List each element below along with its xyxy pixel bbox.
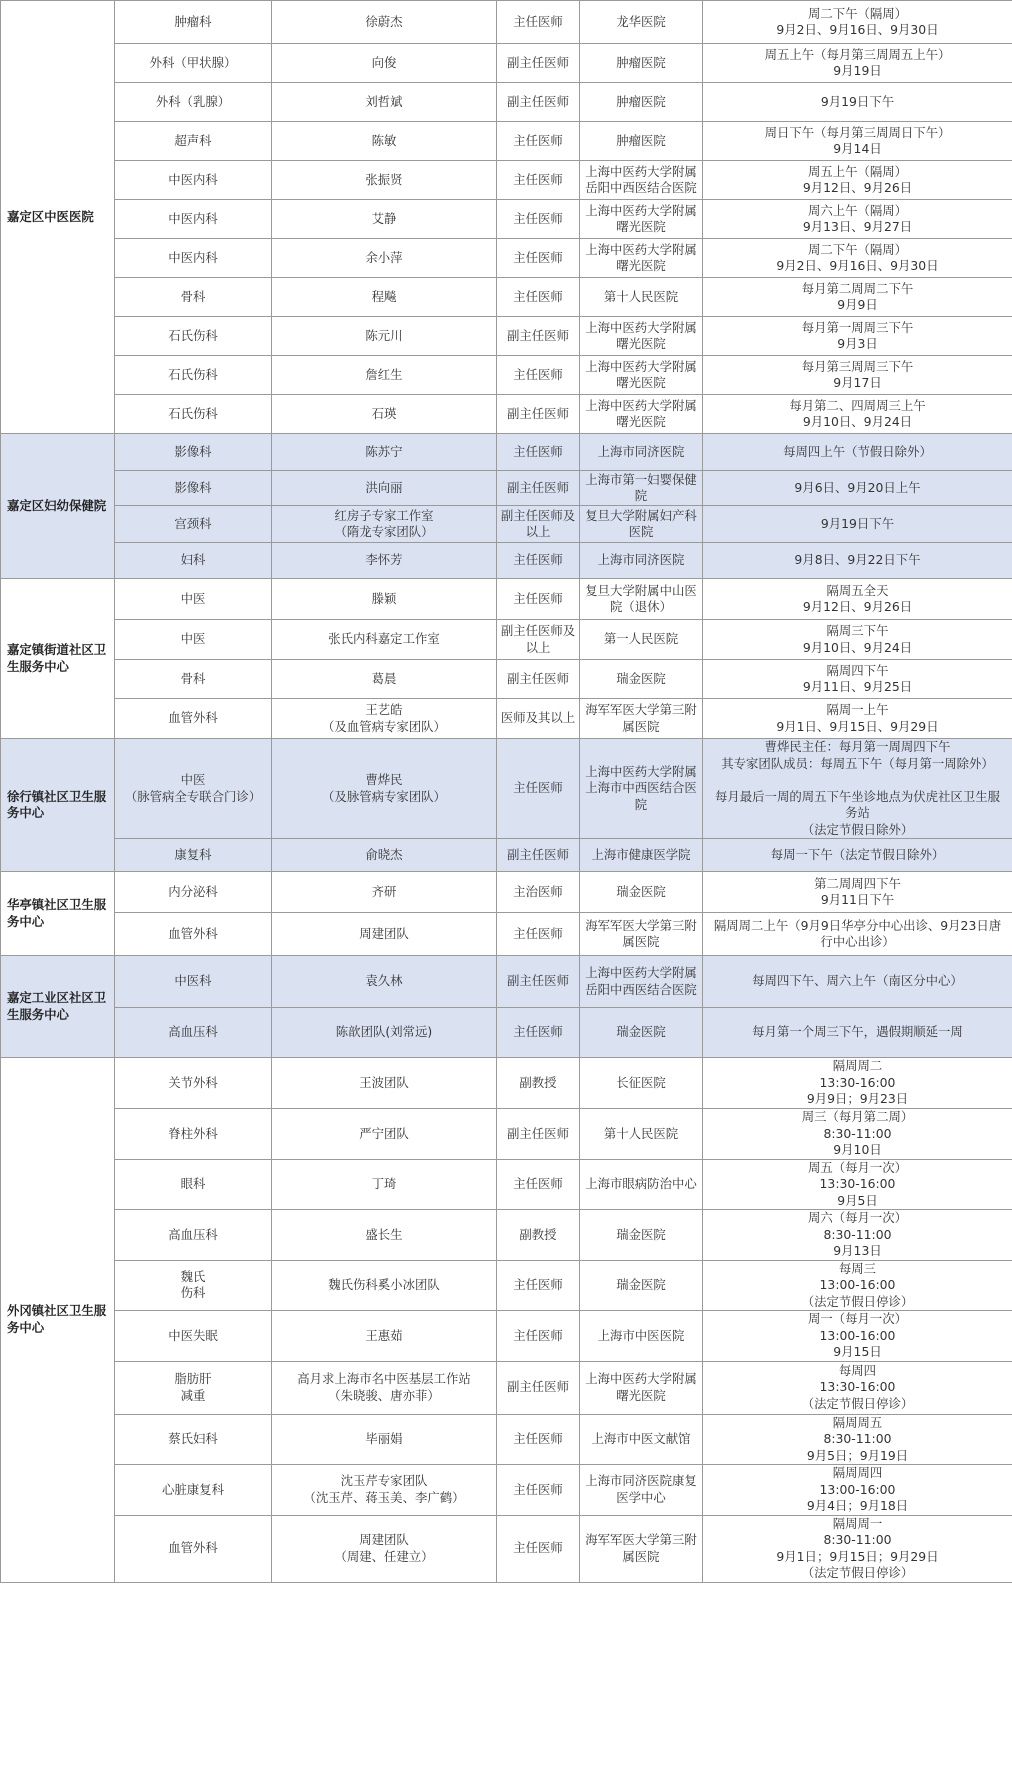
table-row [1, 506, 1012, 543]
doctor-cell: 李怀芳 [272, 543, 497, 579]
hospital-cell: 第十人民医院 [580, 278, 703, 317]
title-cell: 主任医师 [497, 122, 580, 161]
title-cell: 主任医师 [497, 579, 580, 620]
doctor-cell: 盛长生 [272, 1210, 497, 1261]
doctor-cell: 魏氏伤科奚小冰团队 [272, 1260, 497, 1311]
doctor-cell: 周建团队 [272, 913, 497, 956]
doctor-cell: 红房子专家工作室 （隋龙专家团队） [272, 506, 497, 543]
hospital-cell: 龙华医院 [580, 1, 703, 44]
doctor-cell: 洪向丽 [272, 471, 497, 506]
doctor-cell: 陈敏 [272, 122, 497, 161]
hospital-cell: 上海市第一妇婴保健 院 [580, 471, 703, 506]
title-cell: 主任医师 [497, 1465, 580, 1516]
hospital-cell: 瑞金医院 [580, 1210, 703, 1261]
institution-cell: 嘉定镇街道社区卫 生服务中心 [1, 579, 115, 739]
table-row [1, 620, 1012, 660]
table-row [1, 200, 1012, 239]
hospital-cell: 上海中医药大学附属 岳阳中西医结合医院 [580, 161, 703, 200]
title-cell: 副主任医师及 以上 [497, 506, 580, 543]
doctor-cell: 滕颖 [272, 579, 497, 620]
schedule-cell: 9月19日下午 [703, 83, 1012, 122]
table-row [1, 739, 1012, 839]
hospital-cell: 上海市同济医院 [580, 543, 703, 579]
schedule-cell: 每周四 13:30-16:00 （法定节假日停诊） [703, 1361, 1012, 1414]
title-cell: 主任医师 [497, 543, 580, 579]
title-cell: 主任医师 [497, 200, 580, 239]
schedule-cell: 每月第三周周三下午 9月17日 [703, 356, 1012, 395]
table-row [1, 434, 1012, 471]
schedule-cell: 隔周周五 8:30-11:00 9月5日；9月19日 [703, 1414, 1012, 1465]
table-row [1, 239, 1012, 278]
title-cell: 主任医师 [497, 278, 580, 317]
schedule-cell: 隔周一上午 9月1日、9月15日、9月29日 [703, 699, 1012, 739]
hospital-cell: 上海中医药大学附属 曙光医院 [580, 200, 703, 239]
hospital-cell: 上海市中医医院 [580, 1311, 703, 1362]
hospital-cell: 海军军医大学第三附 属医院 [580, 699, 703, 739]
doctor-cell: 艾静 [272, 200, 497, 239]
title-cell: 主任医师 [497, 913, 580, 956]
table-row [1, 161, 1012, 200]
hospital-cell: 肿瘤医院 [580, 83, 703, 122]
hospital-cell: 海军军医大学第三附 属医院 [580, 1515, 703, 1582]
doctor-cell: 袁久林 [272, 956, 497, 1008]
dept-cell: 肿瘤科 [115, 1, 272, 44]
table-row [1, 1, 1012, 44]
dept-cell: 血管外科 [115, 913, 272, 956]
dept-cell: 中医内科 [115, 161, 272, 200]
schedule-cell: 每月第一个周三下午，遇假期顺延一周 [703, 1008, 1012, 1058]
schedule-cell: 周三（每月第二周） 8:30-11:00 9月10日 [703, 1109, 1012, 1160]
dept-cell: 中医内科 [115, 239, 272, 278]
table-row [1, 660, 1012, 699]
institution-cell: 外冈镇社区卫生服 务中心 [1, 1058, 115, 1583]
schedule-cell: 周五（每月一次） 13:30-16:00 9月5日 [703, 1159, 1012, 1210]
dept-cell: 心脏康复科 [115, 1465, 272, 1516]
schedule-cell: 每周四上午（节假日除外） [703, 434, 1012, 471]
doctor-cell: 王艺皓 （及血管病专家团队） [272, 699, 497, 739]
table-row [1, 1159, 1012, 1210]
table-row [1, 471, 1012, 506]
institution-cell: 嘉定工业区社区卫 生服务中心 [1, 956, 115, 1058]
schedule-cell: 周五上午（每月第三周周五上午） 9月19日 [703, 44, 1012, 83]
schedule-cell: 每周三 13:00-16:00 （法定节假日停诊） [703, 1260, 1012, 1311]
table-row [1, 1210, 1012, 1261]
doctor-cell: 石瑛 [272, 395, 497, 434]
schedule-cell: 每周一下午（法定节假日除外） [703, 839, 1012, 872]
doctor-cell: 向俊 [272, 44, 497, 83]
dept-cell: 超声科 [115, 122, 272, 161]
schedule-cell: 曹烨民主任：每月第一周周四下午 其专家团队成员：每周五下午（每月第一周除外） 每月最后一周的周五下午坐诊地点为伏虎社区卫生服 务站 （法定节假日除外） [703, 739, 1012, 839]
dept-cell: 影像科 [115, 434, 272, 471]
title-cell: 副主任医师 [497, 395, 580, 434]
doctor-cell: 严宁团队 [272, 1109, 497, 1160]
title-cell: 副主任医师 [497, 660, 580, 699]
title-cell: 主任医师 [497, 1311, 580, 1362]
hospital-cell: 上海中医药大学附属 岳阳中西医结合医院 [580, 956, 703, 1008]
dept-cell: 妇科 [115, 543, 272, 579]
doctor-cell: 曹烨民 （及脉管病专家团队） [272, 739, 497, 839]
title-cell: 医师及其以上 [497, 699, 580, 739]
table-row [1, 579, 1012, 620]
dept-cell: 内分泌科 [115, 872, 272, 913]
title-cell: 主任医师 [497, 161, 580, 200]
hospital-cell: 上海市健康医学院 [580, 839, 703, 872]
dept-cell: 中医内科 [115, 200, 272, 239]
title-cell: 副教授 [497, 1210, 580, 1261]
hospital-cell: 上海市中医文献馆 [580, 1414, 703, 1465]
dept-cell: 脂肪肝 减重 [115, 1361, 272, 1414]
dept-cell: 蔡氏妇科 [115, 1414, 272, 1465]
schedule-cell: 第二周周四下午 9月11日下午 [703, 872, 1012, 913]
hospital-cell: 海军军医大学第三附 属医院 [580, 913, 703, 956]
hospital-cell: 上海市同济医院 [580, 434, 703, 471]
doctor-cell: 刘哲斌 [272, 83, 497, 122]
doctor-cell: 陈苏宁 [272, 434, 497, 471]
schedule-cell: 周一（每月一次） 13:00-16:00 9月15日 [703, 1311, 1012, 1362]
schedule-cell: 周六上午（隔周） 9月13日、9月27日 [703, 200, 1012, 239]
dept-cell: 外科（乳腺） [115, 83, 272, 122]
schedule-cell: 周日下午（每月第三周周日下午） 9月14日 [703, 122, 1012, 161]
schedule-cell: 每月第一周周三下午 9月3日 [703, 317, 1012, 356]
title-cell: 主任医师 [497, 356, 580, 395]
table-row [1, 1260, 1012, 1311]
hospital-cell: 复旦大学附属妇产科 医院 [580, 506, 703, 543]
table-row [1, 839, 1012, 872]
dept-cell: 高血压科 [115, 1210, 272, 1261]
title-cell: 副主任医师 [497, 44, 580, 83]
dept-cell: 中医 （脉管病全专联合门诊） [115, 739, 272, 839]
schedule-cell: 隔周周一 8:30-11:00 9月1日；9月15日；9月29日 （法定节假日停诊） [703, 1515, 1012, 1582]
hospital-cell: 第十人民医院 [580, 1109, 703, 1160]
dept-cell: 石氏伤科 [115, 317, 272, 356]
doctor-cell: 王波团队 [272, 1058, 497, 1109]
title-cell: 主任医师 [497, 739, 580, 839]
doctor-cell: 陈歆团队(刘常远) [272, 1008, 497, 1058]
hospital-cell: 肿瘤医院 [580, 44, 703, 83]
title-cell: 主治医师 [497, 872, 580, 913]
institution-cell: 华亭镇社区卫生服 务中心 [1, 872, 115, 956]
table-row [1, 1361, 1012, 1414]
dept-cell: 宫颈科 [115, 506, 272, 543]
title-cell: 副教授 [497, 1058, 580, 1109]
hospital-cell: 瑞金医院 [580, 1260, 703, 1311]
hospital-cell: 瑞金医院 [580, 1008, 703, 1058]
hospital-cell: 瑞金医院 [580, 872, 703, 913]
schedule-cell: 9月8日、9月22日下午 [703, 543, 1012, 579]
title-cell: 主任医师 [497, 434, 580, 471]
hospital-cell: 上海市同济医院康复 医学中心 [580, 1465, 703, 1516]
dept-cell: 中医失眠 [115, 1311, 272, 1362]
table-row [1, 1109, 1012, 1160]
title-cell: 副主任医师 [497, 839, 580, 872]
dept-cell: 血管外科 [115, 1515, 272, 1582]
schedule-cell: 隔周周四 13:00-16:00 9月4日；9月18日 [703, 1465, 1012, 1516]
schedule-cell: 隔周三下午 9月10日、9月24日 [703, 620, 1012, 660]
schedule-cell: 9月6日、9月20日上午 [703, 471, 1012, 506]
dept-cell: 魏氏 伤科 [115, 1260, 272, 1311]
table-row [1, 872, 1012, 913]
table-row [1, 956, 1012, 1008]
table-row [1, 1465, 1012, 1516]
doctor-cell: 高月求上海市名中医基层工作站 （朱晓骏、唐亦菲） [272, 1361, 497, 1414]
dept-cell: 影像科 [115, 471, 272, 506]
dept-cell: 石氏伤科 [115, 395, 272, 434]
hospital-cell: 长征医院 [580, 1058, 703, 1109]
schedule-cell: 周五上午（隔周） 9月12日、9月26日 [703, 161, 1012, 200]
title-cell: 副主任医师及 以上 [497, 620, 580, 660]
dept-cell: 关节外科 [115, 1058, 272, 1109]
schedule-cell: 每月第二周周二下午 9月9日 [703, 278, 1012, 317]
schedule-cell: 周二下午（隔周） 9月2日、9月16日、9月30日 [703, 1, 1012, 44]
title-cell: 主任医师 [497, 1159, 580, 1210]
title-cell: 主任医师 [497, 1, 580, 44]
dept-cell: 血管外科 [115, 699, 272, 739]
dept-cell: 眼科 [115, 1159, 272, 1210]
table-row [1, 913, 1012, 956]
table-row [1, 1515, 1012, 1582]
doctor-cell: 陈元川 [272, 317, 497, 356]
hospital-cell: 肿瘤医院 [580, 122, 703, 161]
doctor-cell: 余小萍 [272, 239, 497, 278]
hospital-cell: 上海中医药大学附属 曙光医院 [580, 239, 703, 278]
title-cell: 副主任医师 [497, 471, 580, 506]
doctor-cell: 齐研 [272, 872, 497, 913]
doctor-cell: 丁琦 [272, 1159, 497, 1210]
title-cell: 副主任医师 [497, 317, 580, 356]
schedule-cell: 隔周四下午 9月11日、9月25日 [703, 660, 1012, 699]
doctor-cell: 葛晨 [272, 660, 497, 699]
table-row [1, 1414, 1012, 1465]
title-cell: 主任医师 [497, 1515, 580, 1582]
schedule-cell: 隔周周二上午（9月9日华亭分中心出诊、9月23日唐 行中心出诊） [703, 913, 1012, 956]
doctor-cell: 沈玉芹专家团队 （沈玉芹、蒋玉美、李广鹤） [272, 1465, 497, 1516]
dept-cell: 骨科 [115, 278, 272, 317]
doctor-cell: 俞晓杰 [272, 839, 497, 872]
table-row [1, 278, 1012, 317]
institution-cell: 徐行镇社区卫生服 务中心 [1, 739, 115, 872]
hospital-cell: 第一人民医院 [580, 620, 703, 660]
schedule-cell: 周六（每月一次） 8:30-11:00 9月13日 [703, 1210, 1012, 1261]
hospital-cell: 上海中医药大学附属 曙光医院 [580, 356, 703, 395]
hospital-cell: 上海中医药大学附属 上海市中西医结合医院 [580, 739, 703, 839]
doctor-cell: 张氏内科嘉定工作室 [272, 620, 497, 660]
doctor-cell: 程飚 [272, 278, 497, 317]
dept-cell: 中医 [115, 620, 272, 660]
institution-cell: 嘉定区妇幼保健院 [1, 434, 115, 579]
title-cell: 副主任医师 [497, 1361, 580, 1414]
table-row [1, 1058, 1012, 1109]
doctor-cell: 毕丽娟 [272, 1414, 497, 1465]
hospital-cell: 上海中医药大学附属 曙光医院 [580, 395, 703, 434]
schedule-cell: 每周四下午、周六上午（南区分中心） [703, 956, 1012, 1008]
dept-cell: 外科（甲状腺） [115, 44, 272, 83]
hospital-cell: 复旦大学附属中山医 院（退休） [580, 579, 703, 620]
schedule-table-body [1, 1, 1012, 1583]
table-row [1, 395, 1012, 434]
title-cell: 主任医师 [497, 1260, 580, 1311]
schedule-cell: 隔周五全天 9月12日、9月26日 [703, 579, 1012, 620]
title-cell: 主任医师 [497, 239, 580, 278]
hospital-cell: 上海中医药大学附属 曙光医院 [580, 317, 703, 356]
schedule-cell: 周二下午（隔周） 9月2日、9月16日、9月30日 [703, 239, 1012, 278]
table-row [1, 1311, 1012, 1362]
table-row [1, 1008, 1012, 1058]
dept-cell: 康复科 [115, 839, 272, 872]
table-row [1, 317, 1012, 356]
schedule-cell: 每月第二、四周周三上午 9月10日、9月24日 [703, 395, 1012, 434]
doctor-cell: 徐蔚杰 [272, 1, 497, 44]
dept-cell: 中医科 [115, 956, 272, 1008]
schedule-cell: 9月19日下午 [703, 506, 1012, 543]
dept-cell: 中医 [115, 579, 272, 620]
dept-cell: 石氏伤科 [115, 356, 272, 395]
dept-cell: 高血压科 [115, 1008, 272, 1058]
doctor-cell: 张振贤 [272, 161, 497, 200]
table-row [1, 83, 1012, 122]
doctor-cell: 王惠茹 [272, 1311, 497, 1362]
title-cell: 副主任医师 [497, 83, 580, 122]
title-cell: 主任医师 [497, 1008, 580, 1058]
title-cell: 副主任医师 [497, 956, 580, 1008]
table-row [1, 356, 1012, 395]
title-cell: 副主任医师 [497, 1109, 580, 1160]
institution-cell: 嘉定区中医医院 [1, 1, 115, 434]
dept-cell: 脊柱外科 [115, 1109, 272, 1160]
table-row [1, 44, 1012, 83]
table-row [1, 699, 1012, 739]
doctor-cell: 詹红生 [272, 356, 497, 395]
table-row [1, 543, 1012, 579]
hospital-cell: 上海中医药大学附属 曙光医院 [580, 1361, 703, 1414]
schedule-cell: 隔周周二 13:30-16:00 9月9日；9月23日 [703, 1058, 1012, 1109]
dept-cell: 骨科 [115, 660, 272, 699]
title-cell: 主任医师 [497, 1414, 580, 1465]
hospital-cell: 瑞金医院 [580, 660, 703, 699]
doctor-cell: 周建团队 （周建、任建立） [272, 1515, 497, 1582]
table-row [1, 122, 1012, 161]
hospital-cell: 上海市眼病防治中心 [580, 1159, 703, 1210]
